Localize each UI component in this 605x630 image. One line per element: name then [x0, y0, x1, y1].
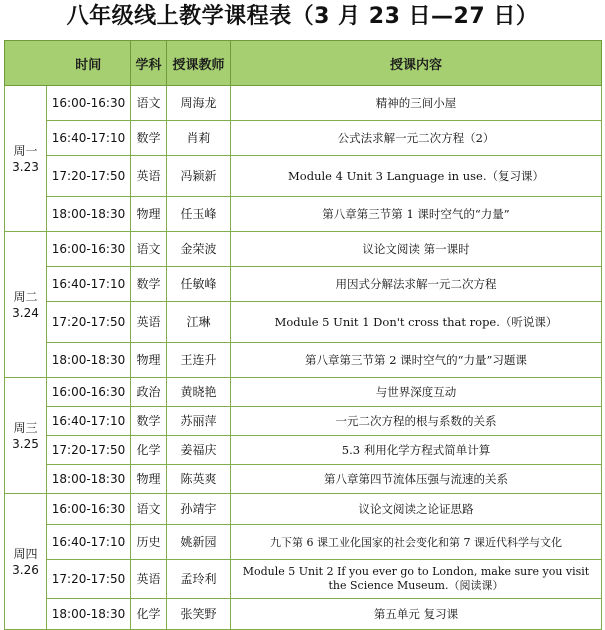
subject-cell: 化学	[131, 599, 167, 630]
content-cell: Module 5 Unit 1 Don't cross that rope.（听说课）	[231, 302, 602, 343]
day-cell	[5, 86, 47, 232]
subject-cell: 英语	[131, 560, 167, 599]
header-teacher: 授课教师	[167, 41, 231, 86]
day-name: 周三	[13, 420, 38, 435]
content-cell: 与世界深度互动	[231, 378, 602, 407]
content-cell: 第八章第三节第 2 课时空气的“力量”习题课	[231, 343, 602, 378]
day-cell	[5, 378, 47, 494]
content-cell: 一元二次方程的根与系数的关系	[231, 407, 602, 436]
teacher-cell: 黄晓艳	[167, 378, 231, 407]
time-cell: 16:00-16:30	[47, 86, 131, 121]
day-date: 3.23	[12, 159, 39, 174]
teacher-cell: 张笑野	[167, 599, 231, 630]
subject-cell: 物理	[131, 197, 167, 232]
time-cell: 17:20-17:50	[47, 436, 131, 465]
subject-cell: 英语	[131, 156, 167, 197]
content-cell: 精神的三间小屋	[231, 86, 602, 121]
day-name: 周四	[13, 546, 38, 561]
day-date: 3.25	[12, 436, 39, 451]
time-cell: 16:40-17:10	[47, 267, 131, 302]
day-cell	[5, 494, 47, 630]
content-cell: 用因式分解法求解一元二次方程	[231, 267, 602, 302]
table-row	[5, 436, 602, 465]
day-name: 周二	[13, 289, 38, 304]
teacher-cell: 任玉峰	[167, 197, 231, 232]
time-cell: 16:00-16:30	[47, 494, 131, 525]
day-date: 3.26	[12, 562, 39, 577]
time-cell: 18:00-18:30	[47, 197, 131, 232]
content-cell: 公式法求解一元二次方程（2）	[231, 121, 602, 156]
time-cell: 16:40-17:10	[47, 525, 131, 560]
content-cell: 第五单元 复习课	[231, 599, 602, 630]
teacher-cell: 江琳	[167, 302, 231, 343]
content-cell: Module 4 Unit 3 Language in use.（复习课）	[231, 156, 602, 197]
subject-cell: 语文	[131, 494, 167, 525]
table-row	[5, 599, 602, 630]
table-row	[5, 121, 602, 156]
table-row	[5, 197, 602, 232]
subject-cell: 数学	[131, 407, 167, 436]
table-row	[5, 465, 602, 494]
subject-cell: 数学	[131, 121, 167, 156]
time-cell: 18:00-18:30	[47, 465, 131, 494]
day-date: 3.24	[12, 305, 39, 320]
subject-cell: 化学	[131, 436, 167, 465]
header-day	[5, 41, 47, 86]
time-cell: 17:20-17:50	[47, 560, 131, 599]
teacher-cell: 姜福庆	[167, 436, 231, 465]
content-cell: 议论文阅读之论证思路	[231, 494, 602, 525]
teacher-cell: 冯颖新	[167, 156, 231, 197]
page-title: 八年级线上教学课程表（3 月 23 日—27 日）	[66, 4, 539, 29]
table-row	[5, 560, 602, 599]
teacher-cell: 肖莉	[167, 121, 231, 156]
content-cell: Module 5 Unit 2 If you ever go to London, make sure you visit the Science Museum.（阅读课）	[231, 560, 602, 599]
table-row	[5, 343, 602, 378]
content-cell: 5.3 利用化学方程式简单计算	[231, 436, 602, 465]
table-row	[5, 525, 602, 560]
table-row	[5, 86, 602, 121]
time-cell: 16:40-17:10	[47, 121, 131, 156]
day-cell	[5, 232, 47, 378]
teacher-cell: 王连升	[167, 343, 231, 378]
teacher-cell: 苏丽萍	[167, 407, 231, 436]
header-row	[5, 41, 602, 86]
content-cell: 第八章第三节第 1 课时空气的“力量”	[231, 197, 602, 232]
subject-cell: 语文	[131, 86, 167, 121]
time-cell: 18:00-18:30	[47, 343, 131, 378]
teacher-cell: 陈英爽	[167, 465, 231, 494]
teacher-cell: 孟玲利	[167, 560, 231, 599]
teacher-cell: 周海龙	[167, 86, 231, 121]
time-cell: 16:40-17:10	[47, 407, 131, 436]
subject-cell: 数学	[131, 267, 167, 302]
table-row	[5, 378, 602, 407]
content-cell: 第八章第四节流体压强与流速的关系	[231, 465, 602, 494]
time-cell: 18:00-18:30	[47, 599, 131, 630]
content-cell: 九下第 6 课工业化国家的社会变化和第 7 课近代科学与文化	[231, 525, 602, 560]
time-cell: 16:00-16:30	[47, 232, 131, 267]
teacher-cell: 任敏峰	[167, 267, 231, 302]
time-cell: 16:00-16:30	[47, 378, 131, 407]
schedule-body	[5, 86, 602, 630]
content-cell: 议论文阅读 第一课时	[231, 232, 602, 267]
time-cell: 17:20-17:50	[47, 156, 131, 197]
subject-cell: 语文	[131, 232, 167, 267]
subject-cell: 政治	[131, 378, 167, 407]
table-row	[5, 267, 602, 302]
table-row	[5, 232, 602, 267]
table-row	[5, 494, 602, 525]
header-time: 时间	[47, 41, 131, 86]
subject-cell: 英语	[131, 302, 167, 343]
teacher-cell: 姚新园	[167, 525, 231, 560]
time-cell: 17:20-17:50	[47, 302, 131, 343]
schedule-table	[4, 40, 602, 630]
subject-cell: 物理	[131, 465, 167, 494]
table-row	[5, 407, 602, 436]
teacher-cell: 金荣波	[167, 232, 231, 267]
table-row	[5, 302, 602, 343]
day-name: 周一	[13, 143, 38, 158]
header-subject: 学科	[131, 41, 167, 86]
teacher-cell: 孙靖宇	[167, 494, 231, 525]
subject-cell: 历史	[131, 525, 167, 560]
header-content: 授课内容	[231, 41, 602, 86]
table-row	[5, 156, 602, 197]
subject-cell: 物理	[131, 343, 167, 378]
